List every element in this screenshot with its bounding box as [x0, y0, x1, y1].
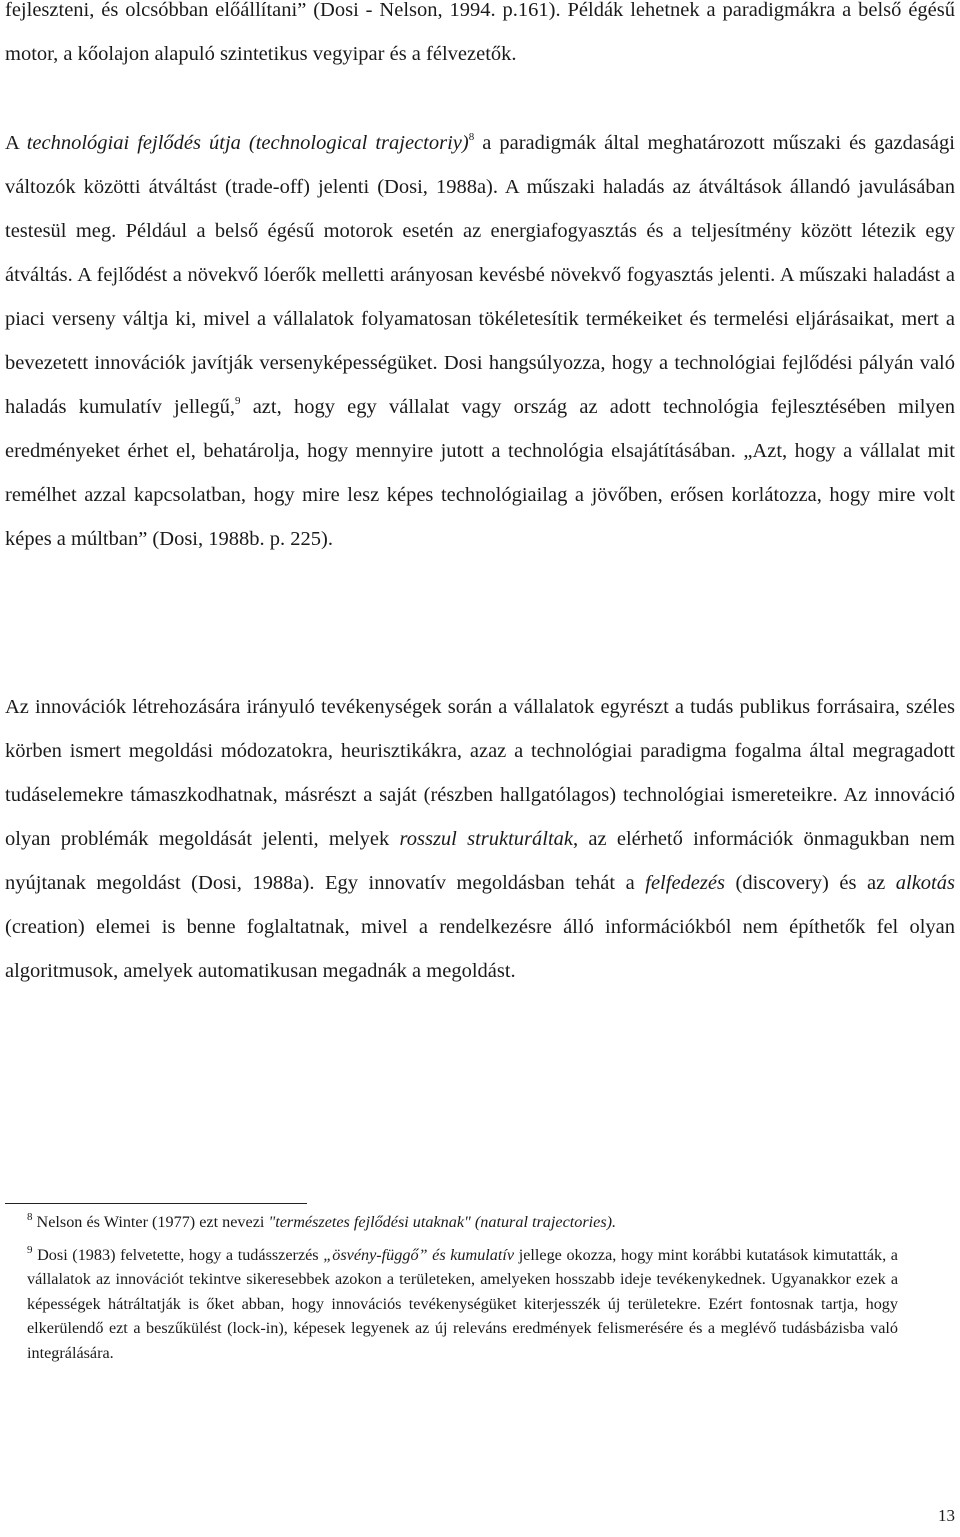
paragraph-3-text-a: Az innovációk létrehozására irányuló tevékenységek során a vállalatok egyrészt a tudás publikus forrásaira, széles körben ismert megoldási módozatokra, heurisztikákra, azaz a technológiai paradigma fogalma által megragadott tudáselemekre támaszkodhatnak, másrészt a saját (részben hallgatólagos) technológiai ismereteikre. Az innováció olyan problémák megoldását jelenti, melyek	[5, 696, 955, 850]
footnote-ref-8: 8	[468, 131, 475, 143]
paragraph-1	[5, 0, 955, 76]
paragraph-1-text: fejleszteni, és olcsóbban előállítani” (Dosi - Nelson, 1994. p.161). Példák lehetnek a paradigmákra a belső égésű motor, a kőolajon alapuló szintetikus vegyipar és a félvezetők.	[5, 0, 955, 65]
paragraph-2-text-a: A	[5, 132, 27, 154]
footnote-9-number: 9	[27, 1244, 33, 1256]
footnote-8	[27, 1210, 898, 1234]
paragraph-3-text-c: (discovery) és az	[724, 872, 896, 894]
footnote-9-text-italic: „ösvény-függő” és kumulatív	[323, 1246, 515, 1264]
footnote-9	[27, 1243, 898, 1365]
paragraph-3-text-b: , az elérhető információk önmagukban nem nyújtanak megoldást (Dosi, 1988a). Egy innovatív megoldásban tehát a	[5, 828, 955, 894]
paragraph-3-text-d: (creation) elemei is benne foglaltatnak, mivel a rendelkezésre álló információkból nem építhetők fel olyan algoritmusok, amelyek automatikusan megadnák a megoldást.	[5, 916, 955, 982]
footnote-8-text-a: Nelson és Winter (1977) ezt nevezi	[36, 1213, 269, 1231]
paragraph-2	[5, 121, 955, 561]
footnote-8-text-italic: "természetes fejlődési utaknak" (natural trajectories).	[268, 1213, 617, 1231]
page-number: 13	[938, 1506, 955, 1525]
footnote-9-text-a: Dosi (1983) felvetette, hogy a tudásszerzés	[37, 1246, 324, 1264]
term-alkotas: alkotás	[895, 872, 955, 894]
footnote-9-text-b: jellege okozza, hogy mint korábbi kutatások kimutatták, a vállalatok az innovációt tekintve sikeresebbek azokon a területeken, amelyeken hosszabb ideje tevékenykednek. Ugyanakkor ezek a képességek hátráltatják is őket abban, hogy innovációs tevékenységüket kiterjesszék új területekre. Ezért fontosnak tartja, hogy elkerülendő ezt a beszűkülést (lock-in), képesek legyenek az új releváns eredmények felismerésére és a meglévő tudásbázisba való integrálására.	[27, 1246, 898, 1362]
term-technological-trajectory: technológiai fejlődés útja (technological trajectoriy)	[26, 132, 469, 154]
footnote-ref-9: 9	[234, 395, 241, 407]
term-felfedezes: felfedezés	[645, 872, 725, 894]
paragraph-2-text-c: azt, hogy egy vállalat vagy ország az adott technológia fejlesztésében milyen eredményeket érhet el, behatárolja, hogy mennyire jutott a technológia elsajátításában. „Azt, hogy a vállalat mit remélhet azzal kapcsolatban, hogy mire lesz képes technológiailag a jövőben, erősen korlátozza, hogy mire volt képes a múltban” (Dosi, 1988b. p. 225).	[5, 396, 955, 550]
term-rosszul-strukturaltak: rosszul strukturáltak	[399, 828, 574, 850]
footnote-separator	[5, 1203, 307, 1204]
footnote-8-number: 8	[27, 1211, 33, 1223]
paragraph-2-text-b: a paradigmák által meghatározott műszaki és gazdasági változók közötti átváltást (trade-off) jelenti (Dosi, 1988a). A műszaki haladás az átváltások állandó javulásában testesül meg. Például a belső égésű motorok esetén az energiafogyasztás és a teljesítmény között létezik egy átváltás. A fejlődést a növekvő lóerők melletti arányosan kevésbé növekvő fogyasztás jelenti. A műszaki haladást a piaci verseny váltja ki, mivel a vállalatok folyamatosan tökéletesítik termékeiket és termelési eljárásaikat, mert a bevezetett innovációk javítják versenyképességüket. Dosi hangsúlyozza, hogy a technológiai fejlődési pályán való haladás kumulatív jellegű,	[5, 132, 955, 418]
paragraph-3	[5, 685, 955, 993]
